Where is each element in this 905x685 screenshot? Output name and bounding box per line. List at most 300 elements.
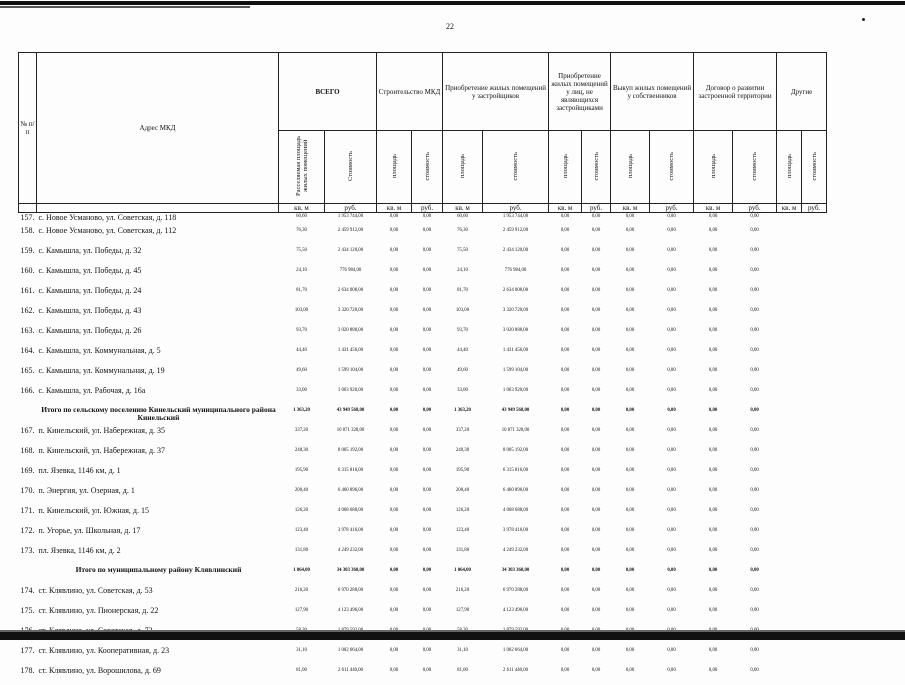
value-cell: 0,00 xyxy=(625,467,635,473)
row-number: 159. xyxy=(20,245,35,255)
value-cell: 0,00 xyxy=(422,287,432,293)
value-cell: 0,00 xyxy=(625,227,635,233)
value-cell: 0,00 xyxy=(625,607,635,613)
value-cell: 0,00 xyxy=(708,327,718,333)
value-cell: 4 123 496,00 xyxy=(502,607,529,613)
value-cell: 0,00 xyxy=(422,214,432,219)
value-cell: 0,00 xyxy=(389,267,399,273)
value-cell: 6 460 896,00 xyxy=(502,487,529,493)
row-address: с. Камышла, ул. Рабочая, д. 16а xyxy=(38,385,146,395)
row-number: 165. xyxy=(20,365,35,375)
value-cell: 200,40 xyxy=(294,487,309,493)
row-address: с. Камышла, ул. Победы, д. 43 xyxy=(38,305,142,315)
value-cell: 0,00 xyxy=(560,427,570,433)
value-cell: 0,00 xyxy=(422,567,432,573)
value-cell: 43 949 568,00 xyxy=(336,407,365,413)
value-cell: 1 953 744,00 xyxy=(337,214,364,219)
value-cell: 0,00 xyxy=(625,307,635,313)
value-cell: 0,00 xyxy=(750,667,759,673)
value-cell: 0,00 xyxy=(625,247,635,253)
value-cell: 0,00 xyxy=(667,367,676,373)
empty-cell xyxy=(802,605,827,625)
row-address: ст. Клявлино, ул. Ворошилова, д. 69 xyxy=(38,665,161,675)
value-cell: 0,00 xyxy=(560,307,570,313)
unit-cell: кв. м xyxy=(549,204,582,213)
value-cell: 1 363,20 xyxy=(293,407,310,413)
value-cell: 2 611 440,00 xyxy=(337,667,363,673)
value-cell: 0,00 xyxy=(560,527,570,533)
top-border xyxy=(0,1,905,5)
row-address: п. Энергия, ул. Озерная, д. 1 xyxy=(38,485,135,495)
value-cell: 0,00 xyxy=(591,547,601,553)
row-address: с. Камышла, ул. Победы, д. 45 xyxy=(38,265,142,275)
value-cell: 0,00 xyxy=(422,607,432,613)
sub-header: площадь xyxy=(777,131,802,204)
value-cell: 0,00 xyxy=(591,487,601,493)
row-number: 178. xyxy=(20,665,35,675)
empty-cell xyxy=(802,305,827,325)
table-row xyxy=(19,485,827,505)
value-cell: 1 063 920,00 xyxy=(337,387,364,393)
group-total-label: ВСЕГО xyxy=(315,87,340,96)
value-cell: 0,00 xyxy=(750,227,759,233)
value-cell: 2 634 008,00 xyxy=(337,287,364,293)
row-address: с. Новое Усманово, ул. Советская, д. 118 xyxy=(38,213,177,222)
empty-cell xyxy=(777,465,802,485)
value-cell: 10 871 328,00 xyxy=(501,427,530,433)
value-cell: 0,00 xyxy=(667,387,676,393)
value-cell: 3 020 888,00 xyxy=(337,327,364,333)
value-cell: 0,00 xyxy=(625,567,635,573)
value-cell: 0,00 xyxy=(667,567,676,573)
value-cell: 1 063 920,00 xyxy=(502,387,529,393)
group-developers-header xyxy=(443,53,549,131)
value-cell: 0,00 xyxy=(750,387,759,393)
value-cell: 0,00 xyxy=(591,387,601,393)
value-cell: 0,00 xyxy=(591,287,601,293)
row-address: ст. Клявлино, ул. Советская, д. 53 xyxy=(38,585,153,595)
row-number xyxy=(19,565,37,585)
sub-header: площадь xyxy=(694,131,733,204)
value-cell: 0,00 xyxy=(560,467,570,473)
value-cell: 0,00 xyxy=(708,607,718,613)
empty-cell xyxy=(802,425,827,445)
row-address: п. Угорье, ул. Школьная, д. 17 xyxy=(38,525,141,535)
sub-header: площадь xyxy=(549,131,582,204)
value-cell: 0,00 xyxy=(422,507,432,513)
value-cell: 0,00 xyxy=(750,507,759,513)
group-nondevelopers-label: Приобретение жилых помещений у лиц, не являющихся застройщиками xyxy=(551,71,608,112)
value-cell: 0,00 xyxy=(708,647,718,653)
value-cell: 0,00 xyxy=(389,327,399,333)
empty-cell xyxy=(777,325,802,345)
value-cell: 0,00 xyxy=(708,214,718,219)
table-total-row xyxy=(19,565,827,585)
total-label: Итого по сельскому поселению Кинельский муниципального района Кинельский xyxy=(41,404,276,422)
value-cell: 0,00 xyxy=(422,667,432,673)
value-cell: 0,00 xyxy=(667,307,676,313)
value-cell: 60,60 xyxy=(296,214,307,219)
empty-cell xyxy=(777,565,802,585)
value-cell: 1 002 664,00 xyxy=(502,647,529,653)
value-cell: 0,00 xyxy=(750,567,759,573)
row-number xyxy=(19,405,37,425)
value-cell: 0,00 xyxy=(750,214,759,219)
value-cell: 0,00 xyxy=(389,567,399,573)
value-cell: 2 434 120,00 xyxy=(502,247,529,253)
unit-cell: кв. м xyxy=(443,204,483,213)
sub-header: стоимость xyxy=(733,131,777,204)
value-cell: 0,00 xyxy=(560,447,570,453)
value-cell: 0,00 xyxy=(591,587,601,593)
value-cell: 0,00 xyxy=(625,487,635,493)
row-address: с. Камышла, ул. Победы, д. 26 xyxy=(38,325,142,335)
value-cell: 0,00 xyxy=(591,367,601,373)
value-cell: 0,00 xyxy=(389,547,399,553)
value-cell: 0,00 xyxy=(667,214,676,219)
row-number: 177. xyxy=(20,645,35,655)
group-construction-header xyxy=(377,53,443,131)
value-cell: 0,00 xyxy=(750,247,759,253)
value-cell: 2 634 008,00 xyxy=(502,287,529,293)
value-cell: 195,90 xyxy=(455,467,470,473)
value-cell: 0,00 xyxy=(750,547,759,553)
value-cell: 248,30 xyxy=(294,447,309,453)
value-cell: 0,00 xyxy=(625,387,635,393)
value-cell: 0,00 xyxy=(667,227,676,233)
empty-cell xyxy=(777,265,802,285)
value-cell: 24,10 xyxy=(457,267,468,273)
row-address: с. Камышла, ул. Коммунальная, д. 5 xyxy=(38,345,161,355)
table-row xyxy=(19,425,827,445)
value-cell: 0,00 xyxy=(591,567,601,573)
value-cell: 0,00 xyxy=(591,467,601,473)
value-cell: 0,00 xyxy=(389,507,399,513)
empty-cell xyxy=(777,525,802,545)
value-cell: 0,00 xyxy=(708,367,718,373)
value-cell: 24,10 xyxy=(296,267,307,273)
table-row xyxy=(19,245,827,265)
row-number: 169. xyxy=(20,465,35,475)
value-cell: 0,00 xyxy=(389,647,399,653)
col-num-header xyxy=(19,53,37,204)
group-development-contract-label: Договор о развитии застроенной территории xyxy=(698,83,772,100)
value-cell: 0,00 xyxy=(422,467,432,473)
value-cell: 0,00 xyxy=(591,527,601,533)
group-construction-label: Строительство МКД xyxy=(378,87,441,96)
table-row xyxy=(19,465,827,485)
row-number: 175. xyxy=(20,605,35,615)
empty-cell xyxy=(802,485,827,505)
empty-cell xyxy=(777,365,802,385)
value-cell: 0,00 xyxy=(422,527,432,533)
page-number: 22 xyxy=(446,22,454,31)
value-cell: 0,00 xyxy=(667,647,676,653)
value-cell: 49,60 xyxy=(296,367,307,373)
value-cell: 0,00 xyxy=(560,327,570,333)
empty-cell xyxy=(777,245,802,265)
value-cell: 0,00 xyxy=(389,387,399,393)
value-cell: 10 871 328,00 xyxy=(336,427,365,433)
empty-cell xyxy=(802,525,827,545)
table-row xyxy=(19,345,827,365)
value-cell: 0,00 xyxy=(591,227,601,233)
value-cell: 0,00 xyxy=(422,447,432,453)
units-blank xyxy=(19,204,37,213)
value-cell: 0,00 xyxy=(422,427,432,433)
value-cell: 0,00 xyxy=(389,227,399,233)
value-cell: 0,00 xyxy=(389,367,399,373)
empty-cell xyxy=(802,665,827,685)
value-cell: 44,40 xyxy=(457,347,468,353)
sub-header: площадь xyxy=(611,131,650,204)
value-cell: 0,00 xyxy=(750,467,759,473)
value-cell: 1 953 744,00 xyxy=(502,214,529,219)
empty-cell xyxy=(777,213,802,225)
value-cell: 0,00 xyxy=(389,467,399,473)
value-cell: 0,00 xyxy=(750,487,759,493)
value-cell: 0,00 xyxy=(560,227,570,233)
unit-cell: руб. xyxy=(483,204,549,213)
value-cell: 0,00 xyxy=(560,287,570,293)
value-cell: 0,00 xyxy=(560,607,570,613)
value-cell: 248,30 xyxy=(455,447,470,453)
value-cell: 0,00 xyxy=(708,587,718,593)
unit-cell: кв. м xyxy=(279,204,325,213)
value-cell: 33,00 xyxy=(296,387,307,393)
value-cell: 0,00 xyxy=(389,307,399,313)
row-address: п. Кинельский, ул. Южная, д. 15 xyxy=(38,505,149,515)
value-cell: 0,00 xyxy=(422,487,432,493)
value-cell: 43 949 568,00 xyxy=(501,407,530,413)
empty-cell xyxy=(777,225,802,245)
value-cell: 103,00 xyxy=(455,307,470,313)
value-cell: 0,00 xyxy=(667,607,676,613)
value-cell: 4 249 232,00 xyxy=(502,547,529,553)
value-cell: 0,00 xyxy=(560,347,570,353)
value-cell: 0,00 xyxy=(422,587,432,593)
value-cell: 75,50 xyxy=(457,247,468,253)
group-other-label: Другие xyxy=(790,87,813,96)
value-cell: 0,00 xyxy=(422,647,432,653)
value-cell: 0,00 xyxy=(422,407,432,413)
value-cell: 131,80 xyxy=(294,547,309,553)
value-cell: 34 303 360,00 xyxy=(336,567,365,573)
value-cell: 76,30 xyxy=(457,227,468,233)
value-cell: 0,00 xyxy=(750,287,759,293)
value-cell: 0,00 xyxy=(625,407,635,413)
value-cell: 0,00 xyxy=(625,327,635,333)
group-nondevelopers-header xyxy=(549,53,611,131)
value-cell: 0,00 xyxy=(625,287,635,293)
empty-cell xyxy=(777,445,802,465)
row-number: 158. xyxy=(20,225,35,235)
value-cell: 0,00 xyxy=(389,287,399,293)
value-cell: 0,00 xyxy=(591,667,601,673)
row-number: 171. xyxy=(20,505,35,515)
value-cell: 8 005 192,00 xyxy=(502,447,529,453)
empty-cell xyxy=(802,465,827,485)
empty-cell xyxy=(802,265,827,285)
value-cell: 0,00 xyxy=(422,307,432,313)
value-cell: 0,00 xyxy=(625,367,635,373)
col-address-header xyxy=(37,53,279,204)
value-cell: 33,00 xyxy=(457,387,468,393)
units-row xyxy=(19,204,827,213)
row-number: 160. xyxy=(20,265,35,275)
row-address: пл. Язевка, 1146 км, д. 1 xyxy=(38,465,121,475)
value-cell: 6 315 816,00 xyxy=(337,467,364,473)
value-cell: 0,00 xyxy=(708,487,718,493)
value-cell: 2 459 912,00 xyxy=(337,227,364,233)
value-cell: 0,00 xyxy=(389,347,399,353)
row-number: 162. xyxy=(20,305,35,315)
value-cell: 0,00 xyxy=(591,247,601,253)
value-cell: 3 978 416,00 xyxy=(502,527,529,533)
empty-cell xyxy=(777,425,802,445)
value-cell: 0,00 xyxy=(708,547,718,553)
row-number: 167. xyxy=(20,425,35,435)
unit-cell: кв. м xyxy=(694,204,733,213)
row-address: п. Кинельский, ул. Набережная, д. 37 xyxy=(38,445,166,455)
unit-cell: руб. xyxy=(325,204,377,213)
value-cell: 0,00 xyxy=(667,287,676,293)
value-cell: 0,00 xyxy=(625,647,635,653)
group-buyout-header xyxy=(611,53,694,131)
value-cell: 0,00 xyxy=(591,267,601,273)
table-row xyxy=(19,285,827,305)
value-cell: 0,00 xyxy=(591,507,601,513)
row-address: с. Камышла, ул. Победы, д. 24 xyxy=(38,285,142,295)
value-cell: 0,00 xyxy=(625,547,635,553)
value-cell: 0,00 xyxy=(667,407,676,413)
value-cell: 0,00 xyxy=(708,567,718,573)
value-cell: 0,00 xyxy=(625,587,635,593)
value-cell: 0,00 xyxy=(708,227,718,233)
row-number: 166. xyxy=(20,385,35,395)
value-cell: 337,20 xyxy=(455,427,470,433)
value-cell: 4 249 232,00 xyxy=(337,547,364,553)
table-row xyxy=(19,225,827,245)
value-cell: 0,00 xyxy=(750,367,759,373)
value-cell: 6 970 288,00 xyxy=(337,587,364,593)
value-cell: 0,00 xyxy=(667,247,676,253)
top-border-accent xyxy=(0,6,250,8)
table-row xyxy=(19,365,827,385)
value-cell: 0,00 xyxy=(667,427,676,433)
value-cell: 93,70 xyxy=(296,327,307,333)
value-cell: 0,00 xyxy=(560,587,570,593)
value-cell: 0,00 xyxy=(667,447,676,453)
empty-cell xyxy=(802,245,827,265)
value-cell: 1 363,20 xyxy=(454,407,471,413)
empty-cell xyxy=(777,285,802,305)
row-address: ст. Клявлино, ул. Кооперативная, д. 23 xyxy=(38,645,170,655)
table-total-row xyxy=(19,405,827,425)
value-cell: 195,90 xyxy=(294,467,309,473)
value-cell: 0,00 xyxy=(708,667,718,673)
empty-cell xyxy=(777,405,802,425)
table-row xyxy=(19,525,827,545)
table-body xyxy=(19,213,827,685)
sub-header: стоимость xyxy=(412,131,443,204)
group-other-header xyxy=(777,53,827,131)
value-cell: 216,20 xyxy=(455,587,470,593)
empty-cell xyxy=(802,645,827,665)
value-cell: 49,60 xyxy=(457,367,468,373)
value-cell: 0,00 xyxy=(389,487,399,493)
row-number: 163. xyxy=(20,325,35,335)
value-cell: 0,00 xyxy=(750,307,759,313)
value-cell: 0,00 xyxy=(560,214,570,219)
value-cell: 0,00 xyxy=(708,347,718,353)
value-cell: 0,00 xyxy=(591,407,601,413)
value-cell: 0,00 xyxy=(667,547,676,553)
row-number: 170. xyxy=(20,485,35,495)
value-cell: 776 984,00 xyxy=(504,267,527,273)
value-cell: 81,00 xyxy=(296,667,307,673)
value-cell: 81,70 xyxy=(457,287,468,293)
value-cell: 0,00 xyxy=(422,367,432,373)
row-number: 168. xyxy=(20,445,35,455)
value-cell: 0,00 xyxy=(389,214,399,219)
value-cell: 0,00 xyxy=(625,667,635,673)
group-development-contract-header xyxy=(694,53,777,131)
value-cell: 123,40 xyxy=(455,527,470,533)
value-cell: 31,10 xyxy=(457,647,468,653)
value-cell: 0,00 xyxy=(708,527,718,533)
empty-cell xyxy=(802,285,827,305)
value-cell: 3 978 416,00 xyxy=(337,527,364,533)
row-address: пл. Язевка, 1146 км, д. 2 xyxy=(38,545,121,555)
value-cell: 0,00 xyxy=(422,347,432,353)
value-cell: 0,00 xyxy=(591,347,601,353)
bottom-border xyxy=(0,632,905,640)
value-cell: 0,00 xyxy=(708,467,718,473)
value-cell: 0,00 xyxy=(389,587,399,593)
value-cell: 0,00 xyxy=(625,214,635,219)
empty-cell xyxy=(777,645,802,665)
value-cell: 0,00 xyxy=(667,667,676,673)
empty-cell xyxy=(802,565,827,585)
value-cell: 0,00 xyxy=(708,307,718,313)
unit-cell: руб. xyxy=(582,204,611,213)
value-cell: 0,00 xyxy=(389,447,399,453)
empty-cell xyxy=(802,345,827,365)
value-cell: 34 303 360,00 xyxy=(501,567,530,573)
value-cell: 0,00 xyxy=(560,567,570,573)
empty-cell xyxy=(802,213,827,225)
sub-header: стоимость xyxy=(483,131,549,204)
unit-cell: руб. xyxy=(650,204,694,213)
sub-header: Расселяемая площадь жилых помещений xyxy=(279,131,325,204)
table-row xyxy=(19,605,827,625)
value-cell: 200,40 xyxy=(455,487,470,493)
value-cell: 3 020 888,00 xyxy=(502,327,529,333)
value-cell: 0,00 xyxy=(750,647,759,653)
mkd-resettlement-table xyxy=(18,52,827,685)
table-row xyxy=(19,305,827,325)
value-cell: 0,00 xyxy=(560,547,570,553)
value-cell: 0,00 xyxy=(560,647,570,653)
unit-cell: руб. xyxy=(412,204,443,213)
unit-cell: кв. м xyxy=(377,204,412,213)
value-cell: 0,00 xyxy=(708,287,718,293)
value-cell: 0,00 xyxy=(750,347,759,353)
value-cell: 1 064,00 xyxy=(293,567,310,573)
row-number: 173. xyxy=(20,545,35,555)
value-cell: 0,00 xyxy=(667,267,676,273)
